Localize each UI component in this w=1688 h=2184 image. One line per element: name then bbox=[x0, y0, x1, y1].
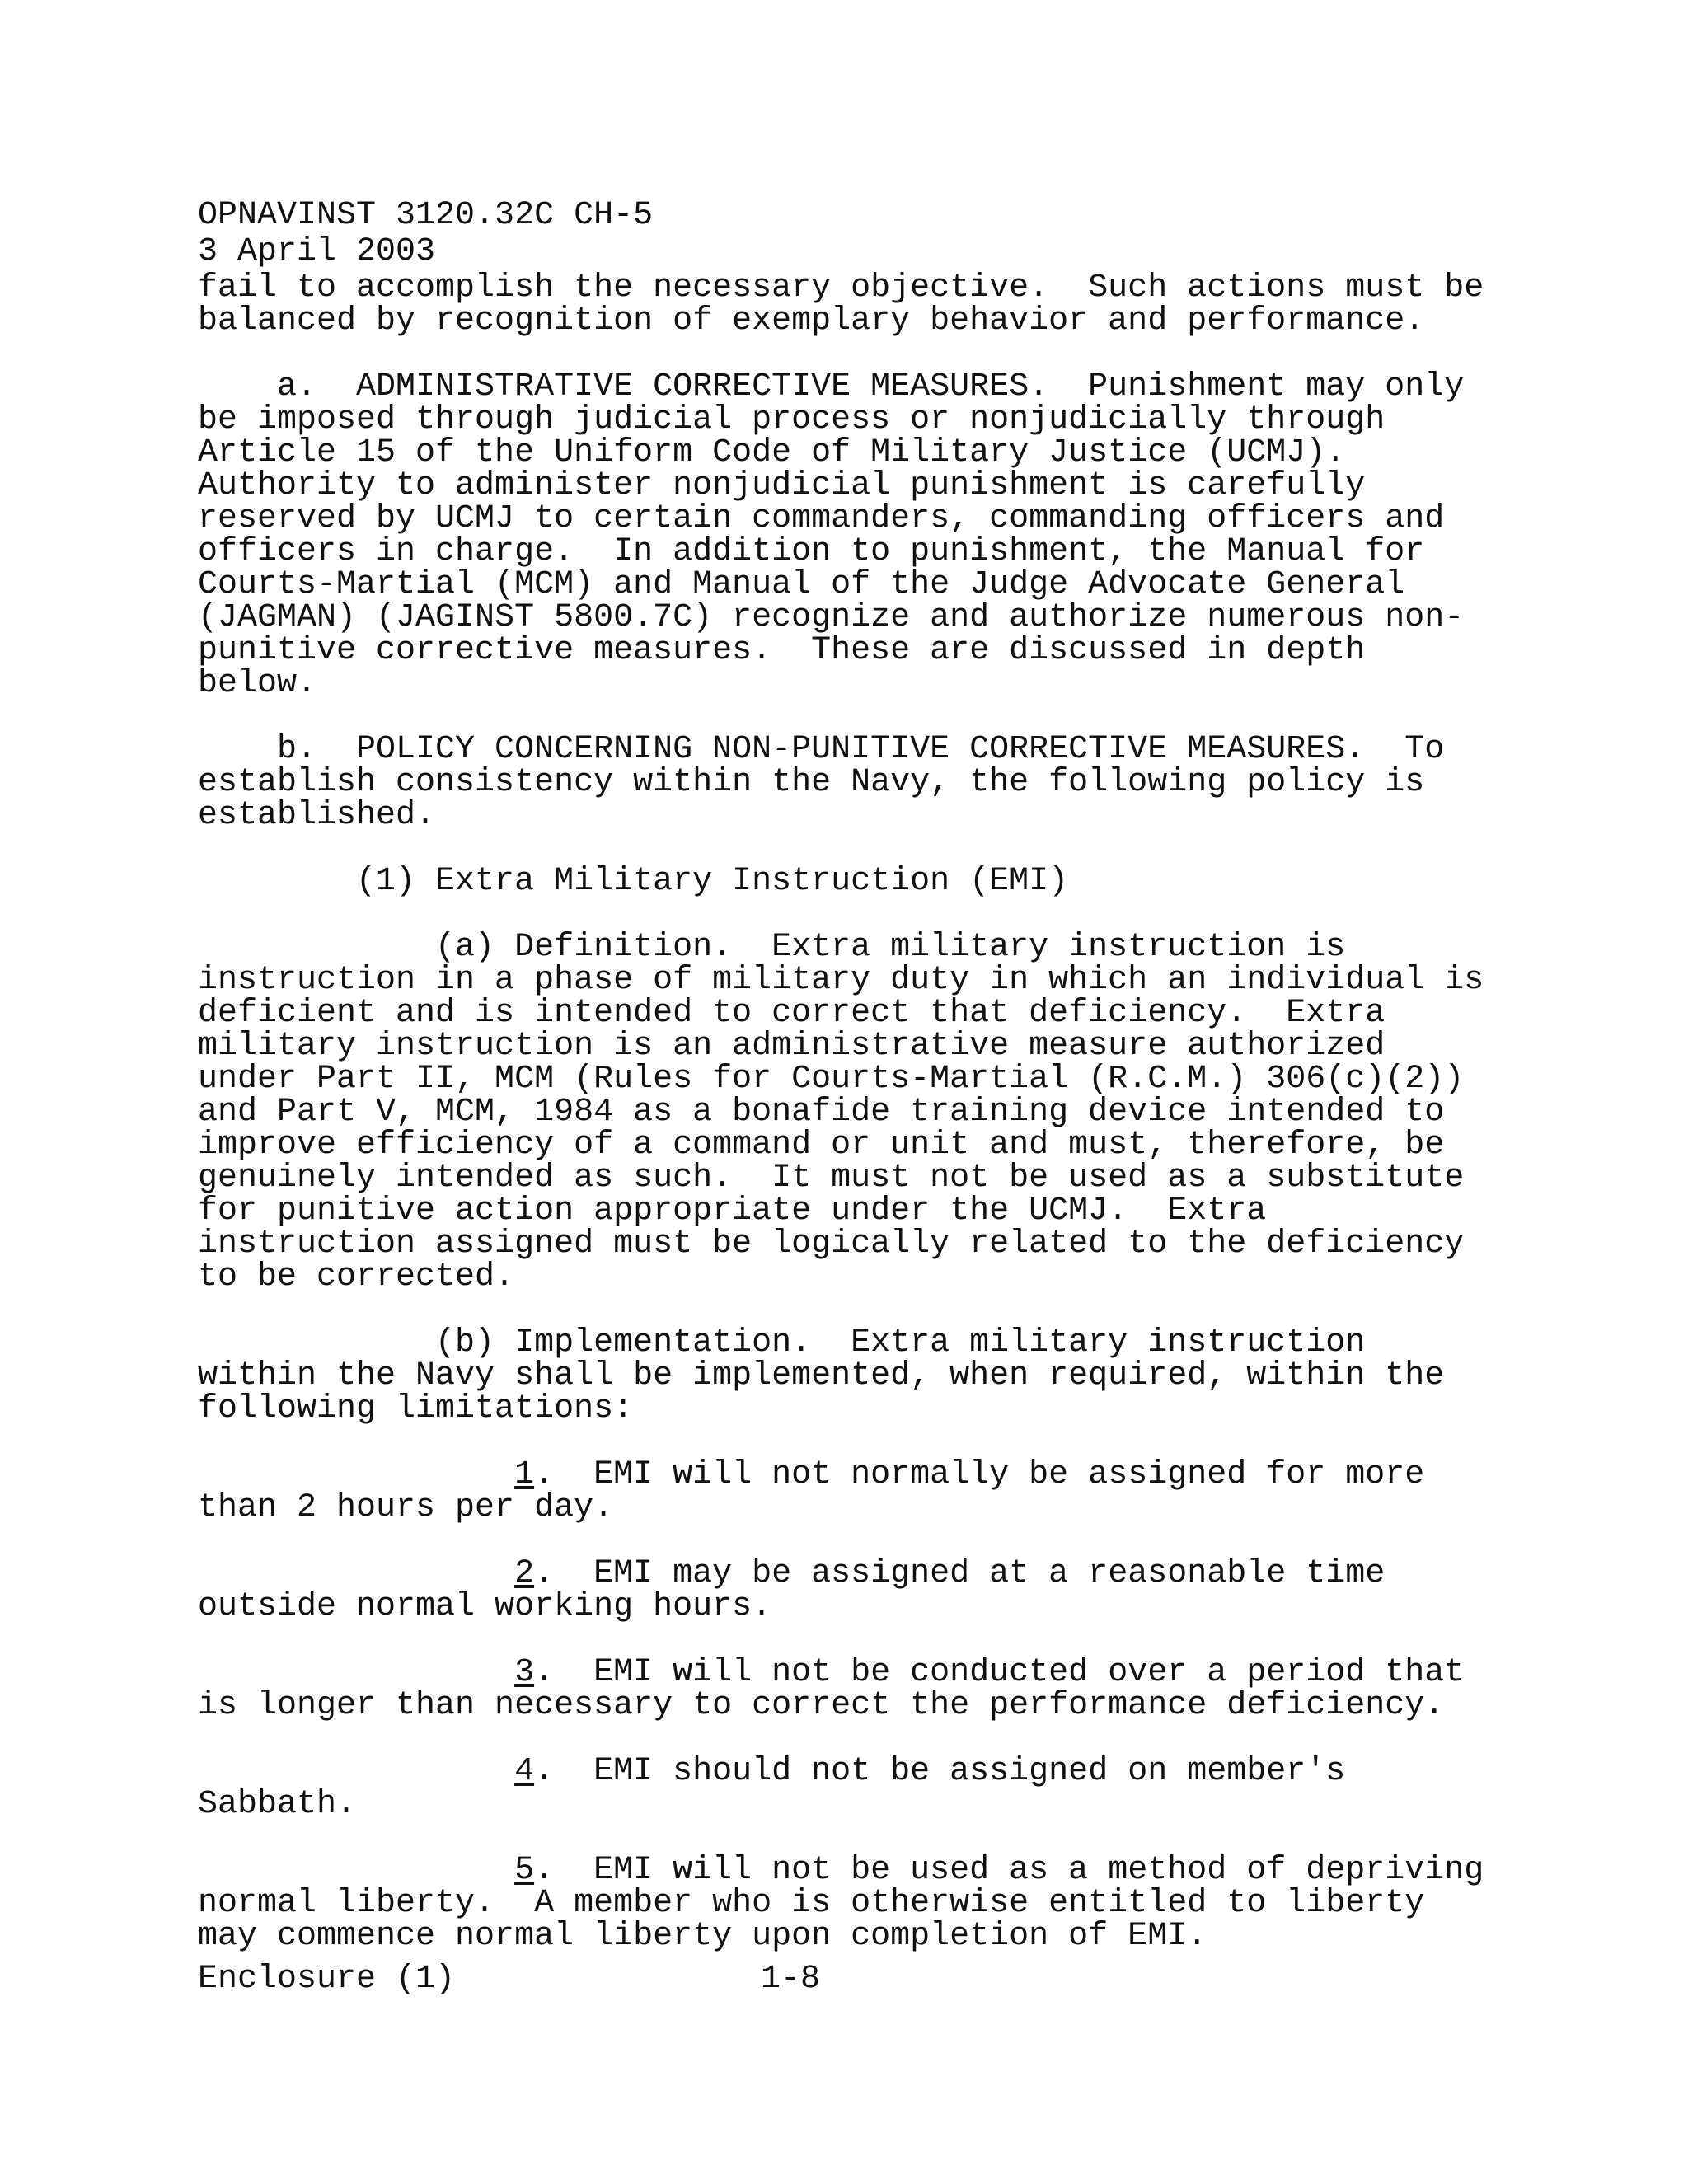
text-line: military instruction is an administrative measure authorized bbox=[198, 1028, 1386, 1065]
text-line: under Part II, MCM (Rules for Courts-Martial (R.C.M.) 306(c)(2)) bbox=[198, 1061, 1465, 1098]
document-date: 3 April 2003 bbox=[198, 233, 436, 270]
implementation-heading: (b) Implementation. Extra military instruction bbox=[198, 1324, 1366, 1361]
text-line: Article 15 of the Uniform Code of Military Justice (UCMJ). bbox=[198, 434, 1346, 471]
text-line: (JAGMAN) (JAGINST 5800.7C) recognize and authorize numerous non- bbox=[198, 599, 1465, 636]
text-line: established. bbox=[198, 797, 436, 834]
limitation-number: 4 bbox=[514, 1753, 535, 1790]
paragraph-a-heading: a. ADMINISTRATIVE CORRECTIVE MEASURES. Punishment may only bbox=[198, 368, 1465, 405]
text-line: improve efficiency of a command or unit and must, therefore, be bbox=[198, 1127, 1445, 1164]
text-line: reserved by UCMJ to certain commanders, commanding officers and bbox=[198, 500, 1445, 537]
limitation-text: . EMI will not be used as a method of depriving bbox=[534, 1852, 1484, 1889]
limitation-number: 3 bbox=[514, 1654, 535, 1691]
text-line: instruction assigned must be logically related to the deficiency bbox=[198, 1226, 1465, 1263]
paragraph-b-heading: b. POLICY CONCERNING NON-PUNITIVE CORRECTIVE MEASURES. To bbox=[198, 731, 1445, 768]
text-line: normal liberty. A member who is otherwise entitled to liberty bbox=[198, 1885, 1425, 1922]
text-line: following limitations: bbox=[198, 1390, 634, 1427]
limitation-item bbox=[198, 1555, 1386, 1592]
limitation-text: . EMI should not be assigned on member's bbox=[534, 1753, 1346, 1790]
limitation-number: 1 bbox=[514, 1456, 535, 1493]
text-line: is longer than necessary to correct the performance deficiency. bbox=[198, 1687, 1445, 1724]
limitation-text: . EMI will not be conducted over a period that bbox=[534, 1654, 1465, 1691]
limitation-item bbox=[198, 1654, 1465, 1691]
footer-enclosure: Enclosure (1) bbox=[198, 1961, 456, 1998]
text-line: outside normal working hours. bbox=[198, 1588, 772, 1625]
text-line: and Part V, MCM, 1984 as a bonafide training device intended to bbox=[198, 1094, 1445, 1131]
limitation-text: . EMI will not normally be assigned for more bbox=[534, 1456, 1425, 1493]
text-line: to be corrected. bbox=[198, 1258, 515, 1296]
text-line: within the Navy shall be implemented, when required, within the bbox=[198, 1357, 1445, 1394]
text-line: Courts-Martial (MCM) and Manual of the Judge Advocate General bbox=[198, 566, 1405, 603]
text-line: punitive corrective measures. These are discussed in depth bbox=[198, 632, 1366, 669]
text-line: may commence normal liberty upon completion of EMI. bbox=[198, 1918, 1207, 1955]
limitation-text: . EMI may be assigned at a reasonable time bbox=[534, 1555, 1386, 1592]
definition-heading: (a) Definition. Extra military instruction is bbox=[198, 929, 1346, 966]
text-line: below. bbox=[198, 665, 317, 702]
limitation-item bbox=[198, 1755, 1345, 1788]
limitation-item bbox=[198, 1456, 1425, 1493]
text-line: officers in charge. In addition to punishment, the Manual for bbox=[198, 533, 1425, 570]
text-line: instruction in a phase of military duty in which an individual is bbox=[198, 962, 1484, 999]
text-line: Authority to administer nonjudicial punishment is carefully bbox=[198, 467, 1366, 504]
text-line: than 2 hours per day. bbox=[198, 1489, 614, 1526]
text-line: deficient and is intended to correct that deficiency. Extra bbox=[198, 995, 1386, 1032]
text-line: be imposed through judicial process or nonjudicially through bbox=[198, 401, 1386, 438]
text-line: genuinely intended as such. It must not be used as a substitute bbox=[198, 1160, 1465, 1197]
text-line: fail to accomplish the necessary objective. Such actions must be bbox=[198, 269, 1484, 307]
limitation-item bbox=[198, 1854, 1484, 1887]
limitation-number: 5 bbox=[514, 1852, 535, 1889]
text-line: for punitive action appropriate under the UCMJ. Extra bbox=[198, 1193, 1267, 1230]
text-line: balanced by recognition of exemplary behavior and performance. bbox=[198, 302, 1425, 340]
text-line: Sabbath. bbox=[198, 1786, 357, 1823]
document-number: OPNAVINST 3120.32C CH-5 bbox=[198, 197, 654, 234]
text-line: establish consistency within the Navy, the following policy is bbox=[198, 764, 1425, 801]
subsection-heading: (1) Extra Military Instruction (EMI) bbox=[198, 863, 1069, 900]
footer-page-number: 1-8 bbox=[761, 1961, 821, 1998]
limitation-number: 2 bbox=[514, 1555, 535, 1592]
